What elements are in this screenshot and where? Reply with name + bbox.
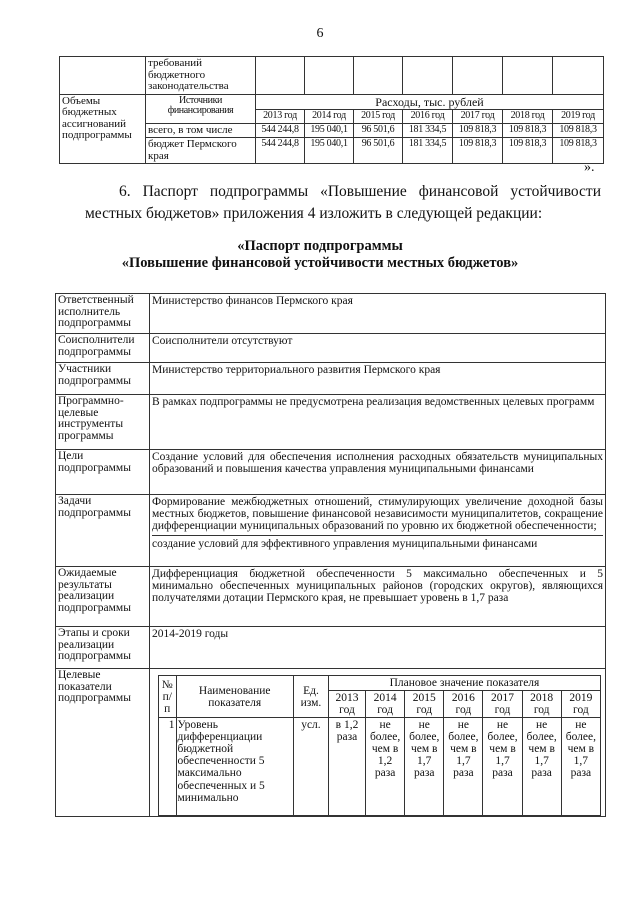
indicators-row-value: не более, чем в 1,2 раза	[366, 718, 405, 816]
budget-year: 2017 год	[453, 110, 503, 124]
passport-row-text: Дифференциация бюджетной обеспеченности 5 максимально обеспеченных и 5 минимально обеспеченных муниципальных районов (городских округов), являющихся получателями дотации Пермского края, не превышает уровень в 1,7 раза	[150, 567, 606, 627]
passport-row-text: Министерство территориального развития Пермского края	[150, 363, 606, 395]
budget-cont-text: требований бюджетного законодательства	[146, 57, 256, 95]
indicators-row-value: не более, чем в 1,7 раза	[522, 718, 561, 816]
passport-row	[56, 669, 606, 817]
indicators-plan-header: Плановое значение показателя	[328, 676, 600, 691]
passport-row	[56, 450, 606, 495]
closing-quote: ».	[584, 160, 595, 175]
passport-row	[56, 334, 606, 363]
passport-row	[56, 363, 606, 395]
budget-value: 109 818,3	[503, 123, 553, 138]
budget-year: 2018 год	[503, 110, 553, 124]
budget-row-label: всего, в том числе	[146, 123, 256, 138]
passport-row-label: Ожидаемые результаты реализации подпрограммы	[56, 567, 150, 627]
indicators-year: 2014 год	[366, 691, 405, 718]
budget-sources-label: Источники финансирования	[146, 94, 256, 123]
budget-value: 96 501,6	[354, 123, 403, 138]
passport-title-line-2: «Повышение финансовой устойчивости местных бюджетов»	[121, 254, 519, 271]
budget-value: 544 244,8	[256, 123, 305, 138]
indicators-year: 2013 год	[328, 691, 365, 718]
passport-row-label: Программно-целевые инструменты программы	[56, 395, 150, 450]
indicators-row-value: не более, чем в 1,7 раза	[444, 718, 483, 816]
indicators-year: 2015 год	[405, 691, 444, 718]
paragraph-6: 6. Паспорт подпрограммы «Повышение финансовой устойчивости местных бюджетов» приложения 4 изложить в следующей редакции:	[85, 183, 601, 223]
indicators-year: 2018 год	[522, 691, 561, 718]
budget-year: 2014 год	[305, 110, 354, 124]
budget-year: 2013 год	[256, 110, 305, 124]
passport-row	[56, 294, 606, 334]
budget-year: 2015 год	[354, 110, 403, 124]
passport-row-text: Формирование межбюджетных отношений, стимулирующих увеличение доходной базы местных бюджетов, повышение финансовой независимости муниципалитетов, сокращение дифференциации муниципальных образований по уровню их бюджетной обеспеченности;	[152, 496, 603, 533]
passport-row-text: Создание условий для обеспечения исполнения расходных обязательств муниципальных образований и повышения качества управления муниципальными финансами	[150, 450, 606, 495]
indicators-row-num: 1	[159, 718, 177, 816]
budget-value: 109 818,3	[453, 123, 503, 138]
budget-value: 544 244,8	[256, 138, 305, 164]
passport-row-text: Министерство финансов Пермского края	[150, 294, 606, 334]
passport-row-label: Целевые показатели подпрограммы	[56, 669, 150, 817]
indicators-row-value: не более, чем в 1,7 раза	[483, 718, 522, 816]
page-number: 6	[316, 26, 324, 41]
indicators-row-value: не более, чем в 1,7 раза	[561, 718, 600, 816]
indicators-unit-header: Ед. изм.	[293, 676, 328, 718]
budget-expenses-header: Расходы, тыс. рублей	[256, 94, 604, 110]
indicators-row-value: в 1,2 раза	[328, 718, 365, 816]
passport-row-text-2: создание условий для эффективного управления муниципальными финансами	[152, 535, 603, 550]
passport-row	[56, 627, 606, 669]
budget-value: 109 818,3	[553, 123, 604, 138]
passport-row-label: Участники подпрограммы	[56, 363, 150, 395]
indicators-year: 2019 год	[561, 691, 600, 718]
budget-volume-label: Объемы бюджетных ассигнований подпрограммы	[60, 94, 146, 164]
budget-value: 109 818,3	[553, 138, 604, 164]
budget-value: 109 818,3	[453, 138, 503, 164]
passport-title-line-1: «Паспорт подпрограммы	[237, 238, 403, 254]
passport-row-label: Этапы и сроки реализации подпрограммы	[56, 627, 150, 669]
indicators-name-header: Наименование показателя	[176, 676, 293, 718]
indicators-table	[158, 675, 601, 816]
indicators-row-value: не более, чем в 1,7 раза	[405, 718, 444, 816]
passport-row	[56, 567, 606, 627]
budget-value: 109 818,3	[503, 138, 553, 164]
budget-value: 195 040,1	[305, 123, 354, 138]
passport-row-text: 2014-2019 годы	[150, 627, 606, 669]
budget-value: 96 501,6	[354, 138, 403, 164]
indicators-year: 2017 год	[483, 691, 522, 718]
passport-row-text: Соисполнители отсутствуют	[150, 334, 606, 363]
indicators-row	[159, 718, 601, 816]
passport-title	[40, 238, 600, 271]
budget-value: 181 334,5	[403, 138, 453, 164]
indicators-num-header: № п/п	[159, 676, 177, 718]
passport-row-label: Соисполнители подпрограммы	[56, 334, 150, 363]
passport-row	[56, 395, 606, 450]
indicators-row-name: Уровень дифференциации бюджетной обеспеченности 5 максимально обеспеченных и 5 минимально	[176, 718, 293, 816]
passport-row-label: Задачи подпрограммы	[56, 495, 150, 567]
budget-value: 195 040,1	[305, 138, 354, 164]
indicators-year: 2016 год	[444, 691, 483, 718]
budget-row-label: бюджет Пермского края	[146, 138, 256, 164]
budget-value: 181 334,5	[403, 123, 453, 138]
indicators-row-unit: усл.	[293, 718, 328, 816]
passport-row	[56, 495, 606, 567]
budget-year: 2019 год	[553, 110, 604, 124]
passport-row-text: В рамках подпрограммы не предусмотрена реализация ведомственных целевых программ	[150, 395, 606, 450]
passport-table	[55, 293, 606, 817]
budget-table	[59, 56, 604, 164]
budget-year: 2016 год	[403, 110, 453, 124]
passport-row-label: Цели подпрограммы	[56, 450, 150, 495]
passport-row-label: Ответственный исполнитель подпрограммы	[56, 294, 150, 334]
